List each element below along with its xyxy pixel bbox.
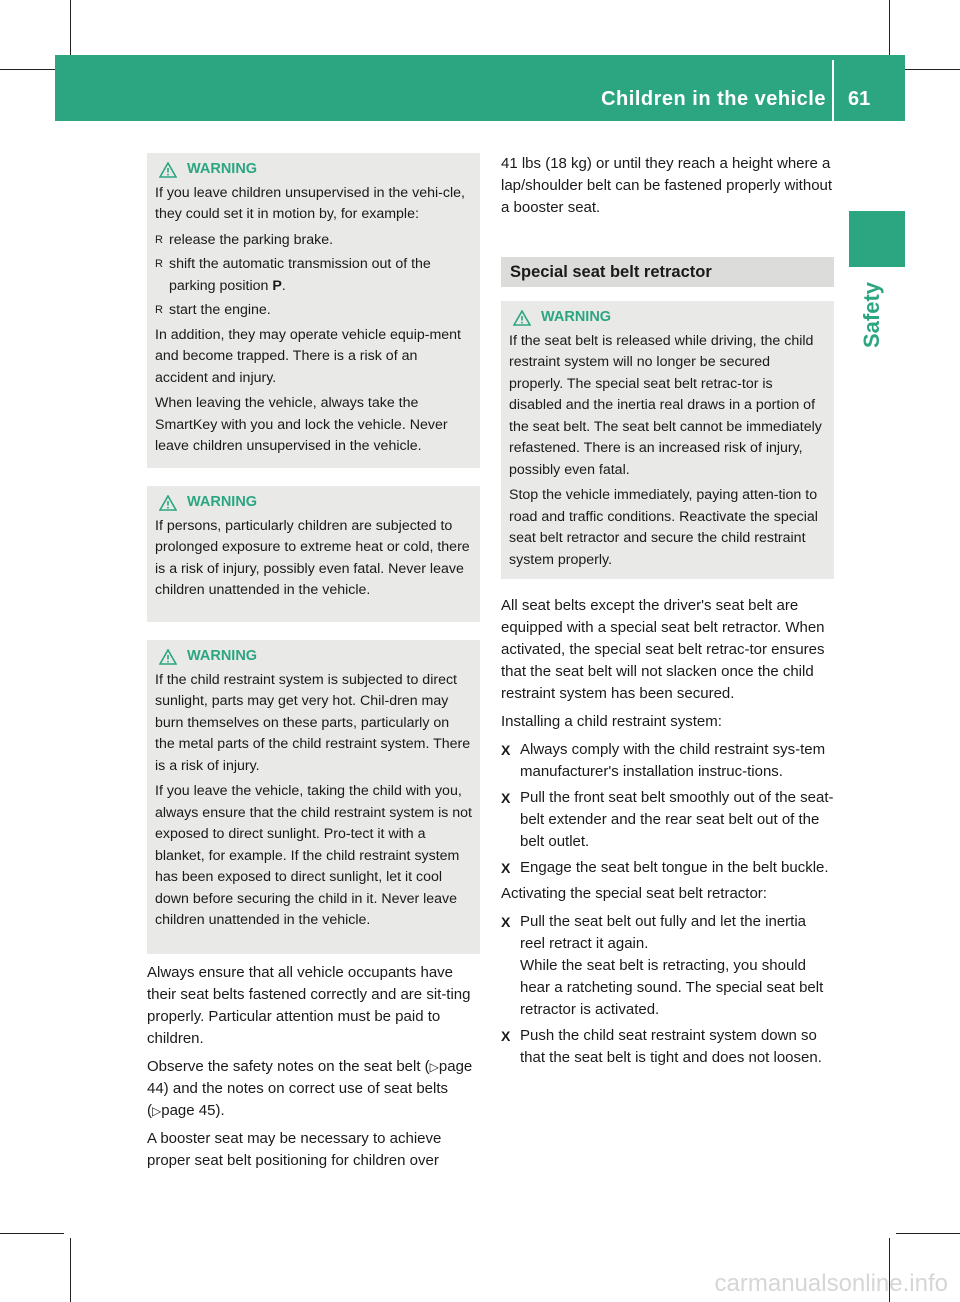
body-paragraph: A booster seat may be necessary to achieve proper seat belt positioning for children over — [147, 1130, 442, 1169]
side-tab-label: Safety — [859, 281, 884, 349]
warning-title: WARNING — [541, 309, 612, 325]
instruction-step: X Always comply with the child restraint sys-tem manufacturer's installation instruc-tions. — [501, 741, 826, 780]
side-tab-marker — [849, 211, 905, 267]
warning-title: WARNING — [187, 494, 258, 510]
page-number: 61 — [848, 88, 871, 110]
page-ref-arrow-icon: ▷ — [429, 1060, 439, 1074]
crop-mark — [896, 1233, 960, 1234]
bullet-mark: R — [155, 233, 163, 246]
warning-triangle-icon — [159, 649, 177, 665]
step-mark-icon: X — [501, 860, 511, 876]
body-paragraph: Activating the special seat belt retractor: — [501, 885, 767, 902]
instruction-step: X Pull the seat belt out fully and let the inertia reel retract it again. While the seat belt is retracting, you should hear a ratcheting sound. The special seat belt retractor is activated. — [501, 913, 824, 1018]
step-mark-icon: X — [501, 742, 511, 758]
warning-text: If you leave the vehicle, taking the child with you, always ensure that the child restraint system is not exposed to direct sunlight. Pro-tect it with a blanket, for example. If the child restraint system has been exposed to direct sunlight, let it cool down before securing the child in it. Never leave children unattended in the vehicle. — [155, 783, 472, 928]
body-paragraph: All seat belts except the driver's seat belt are equipped with a special seat belt retractor. When activated, the special seat belt retrac-tor ensures that the seat belt will not slacken once the child restraint system has been secured. — [501, 597, 825, 702]
bullet-mark: R — [155, 304, 163, 316]
instruction-step: X Push the child seat restraint system down so that the seat belt is tight and does not loosen. — [501, 1027, 822, 1066]
warning-header — [159, 159, 472, 181]
bullet-item: R release the parking brake. — [155, 230, 472, 252]
warning-box — [501, 301, 834, 579]
warning-text: If persons, particularly children are subjected to prolonged exposure to extreme heat or cold, there is a risk of injury, possibly even fatal. Never leave children unattended in the vehicle. — [155, 517, 470, 598]
step-mark-icon: X — [501, 1028, 511, 1044]
warning-text: If the seat belt is released while driving, the child restraint system will no longer be secured properly. The special seat belt retrac-tor is disabled and the inertia real draws in a portion of the seat belt. The seat belt cannot be immediately refastened. There is an increased risk of injury, possibly even fatal. — [509, 332, 822, 478]
step-note: While the seat belt is retracting, you should hear a ratcheting sound. The special seat belt retractor is activated. — [520, 957, 824, 1018]
warning-text: When leaving the vehicle, always take the SmartKey with you and lock the vehicle. Never leave children unsupervised in the vehicle. — [155, 395, 448, 454]
body-paragraph: Always ensure that all vehicle occupants have their seat belts fastened correctly and are sit-ting properly. Particular attention must be paid to children. — [147, 964, 471, 1047]
body-paragraph: Observe the safety notes on the seat belt (▷page 44) and the notes on correct use of seat belts (▷page 45). — [147, 1058, 473, 1119]
warning-header — [513, 307, 826, 329]
body-paragraph: 41 lbs (18 kg) or until they reach a height where a lap/shoulder belt can be fastened properly without a booster seat. — [501, 155, 833, 216]
chapter-title: Children in the vehicle — [601, 88, 826, 110]
bullet-item: R start the engine. — [155, 300, 472, 322]
header-divider — [832, 60, 834, 121]
warning-box — [147, 640, 480, 954]
section-heading: Special seat belt retractor — [501, 257, 834, 287]
step-mark-icon: X — [501, 914, 511, 930]
warning-text: If the child restraint system is subjected to direct sunlight, parts may get very hot. Chil-dren may burn themselves on these parts, particularly on the metal parts of the child restraint system. There is a risk of injury. — [155, 671, 471, 774]
watermark: carmanualsonline.info — [714, 1270, 948, 1297]
instruction-step: X Engage the seat belt tongue in the belt buckle. — [501, 857, 834, 879]
crop-mark — [0, 1233, 64, 1234]
warning-title: WARNING — [187, 161, 258, 177]
warning-box — [147, 153, 480, 468]
warning-triangle-icon — [159, 162, 177, 178]
crop-mark — [70, 1238, 71, 1302]
warning-title: WARNING — [187, 648, 258, 664]
warning-box — [147, 486, 480, 622]
warning-text: Stop the vehicle immediately, paying atten-tion to road and traffic conditions. Reactivate the special seat belt retractor and secure the child restraint system properly. — [509, 487, 818, 568]
warning-text: In addition, they may operate vehicle equip-ment and become trapped. There is a risk of an accident and injury. — [155, 326, 462, 386]
right-column — [501, 153, 834, 1073]
warning-triangle-icon — [513, 310, 531, 326]
step-mark-icon: X — [501, 790, 511, 806]
instruction-step: X Pull the front seat belt smoothly out of the seat-belt extender and the rear seat belt out of the belt outlet. — [501, 789, 834, 850]
crop-mark — [896, 69, 960, 70]
body-paragraph: Installing a child restraint system: — [501, 713, 722, 730]
left-column — [147, 153, 480, 1178]
warning-header — [159, 492, 472, 514]
bullet-mark: R — [155, 258, 163, 270]
warning-triangle-icon — [159, 495, 177, 511]
page-ref-arrow-icon: ▷ — [152, 1104, 162, 1118]
bullet-item: R shift the automatic transmission out of the parking position P. — [155, 256, 431, 294]
warning-text: If you leave children unsupervised in the vehi-cle, they could set it in motion by, for example: — [155, 184, 465, 222]
warning-header — [159, 646, 472, 668]
